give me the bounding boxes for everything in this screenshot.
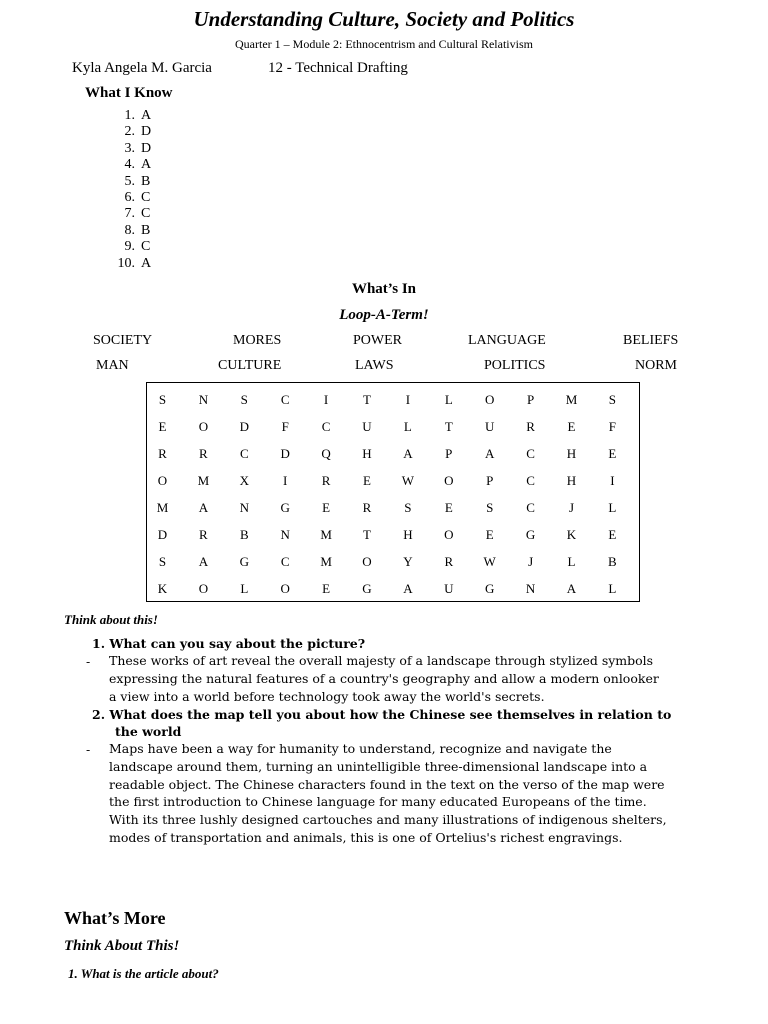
word-search-grid bbox=[146, 382, 640, 602]
grid-row bbox=[147, 440, 639, 467]
grid-letter: T bbox=[363, 527, 371, 542]
term: MORES bbox=[233, 333, 282, 348]
grid-row bbox=[147, 494, 639, 521]
answer-line: modes of transportation and animals, this is one of Ortelius's richest engravings. bbox=[109, 830, 623, 845]
answer-item bbox=[113, 223, 151, 239]
grid-letter: S bbox=[486, 500, 494, 515]
grid-letter: D bbox=[157, 527, 168, 542]
answer-letter: B bbox=[141, 222, 151, 238]
grid-letter: A bbox=[198, 500, 209, 515]
grid-letter: E bbox=[608, 527, 617, 542]
grid-letter: O bbox=[444, 527, 454, 542]
answer-line: a view into a world before technology took away the world's secrets. bbox=[109, 688, 545, 704]
grid-letter: G bbox=[362, 581, 372, 596]
answer-letter: C bbox=[141, 206, 151, 222]
answer-line: expressing the natural features of a country's geography and allow a modern onlooker bbox=[109, 670, 659, 686]
grid-letter: E bbox=[567, 419, 576, 434]
whats-in-subheading: Loop-A-Term! bbox=[339, 307, 429, 323]
answer-number: 9. bbox=[124, 239, 135, 255]
grid-letter: S bbox=[158, 554, 167, 569]
answer-number: 8. bbox=[124, 222, 135, 238]
question-1: 1. What can you say about the picture? bbox=[92, 636, 366, 651]
grid-letter: E bbox=[322, 581, 331, 596]
whats-in-heading: What’s In bbox=[351, 281, 417, 297]
document-subtitle: Quarter 1 – Module 2: Ethnocentrism and Cultural Relativism bbox=[235, 37, 533, 51]
grid-letter: O bbox=[198, 419, 209, 434]
grid-letter: G bbox=[484, 581, 495, 596]
grid-letter: C bbox=[280, 392, 290, 407]
grid-letter: R bbox=[199, 446, 208, 461]
grid-letter: I bbox=[283, 473, 288, 488]
answer-line: With its three lushly designed cartouches and many illustrations of indigenous shelters, bbox=[109, 812, 667, 828]
grid-letter: R bbox=[158, 446, 167, 461]
answer-number: 6. bbox=[124, 189, 135, 205]
grid-letter: I bbox=[610, 473, 615, 488]
answer-line: These works of art reveal the overall majesty of a landscape through stylized symbols bbox=[109, 653, 654, 668]
grid-letter: E bbox=[158, 419, 167, 434]
grid-letter: L bbox=[608, 581, 617, 596]
grid-letter: H bbox=[362, 446, 372, 461]
student-name: Kyla Angela M. Garcia bbox=[72, 60, 212, 76]
grid-letter: M bbox=[320, 554, 332, 569]
grid-letter: F bbox=[281, 419, 289, 434]
term: POWER bbox=[353, 333, 402, 348]
grid-row bbox=[147, 548, 639, 575]
answer-number: 1. bbox=[124, 108, 135, 123]
term: SOCIETY bbox=[93, 333, 153, 348]
grid-letter: P bbox=[526, 392, 535, 407]
answer-number: 7. bbox=[124, 206, 135, 222]
grid-letter: I bbox=[405, 392, 411, 407]
grid-letter: O bbox=[484, 392, 495, 407]
grid-letter: L bbox=[567, 554, 576, 569]
answer-1-bullet: - bbox=[86, 654, 91, 669]
term: POLITICS bbox=[484, 358, 546, 373]
grid-letter: A bbox=[403, 581, 413, 596]
answer-line: the first introduction to Chinese language for many educated Europeans of the time. bbox=[109, 794, 647, 810]
grid-letter: O bbox=[444, 473, 454, 488]
grid-letter: K bbox=[157, 581, 168, 596]
grid-letter: L bbox=[444, 392, 453, 407]
answer-item bbox=[113, 108, 151, 124]
grid-letter: J bbox=[528, 554, 534, 569]
grid-letter: U bbox=[444, 581, 454, 596]
grid-letter: A bbox=[198, 554, 209, 569]
grid-letter: E bbox=[322, 500, 331, 515]
grid-letter: O bbox=[198, 581, 209, 596]
grid-letter: C bbox=[280, 554, 290, 569]
whats-more-heading: What’s More bbox=[64, 908, 166, 928]
grid-letter: B bbox=[239, 527, 249, 542]
answer-letter: D bbox=[141, 124, 152, 140]
answer-item bbox=[113, 190, 151, 206]
grid-letter: M bbox=[565, 392, 578, 407]
whats-more-question-1: 1. What is the article about? bbox=[68, 966, 219, 981]
answer-number: 3. bbox=[124, 140, 135, 156]
grid-letter: O bbox=[362, 554, 372, 569]
grid-letter: R bbox=[526, 419, 535, 434]
term: BELIEFS bbox=[623, 333, 679, 348]
answer-letter: B bbox=[141, 173, 151, 189]
grid-letter: J bbox=[568, 500, 575, 515]
answer-item bbox=[113, 206, 151, 222]
answer-letter: C bbox=[141, 189, 151, 205]
document-title: Understanding Culture, Society and Politics bbox=[193, 7, 575, 31]
grid-row bbox=[147, 521, 639, 548]
grid-letter: H bbox=[566, 446, 577, 461]
what-i-know-heading: What I Know bbox=[85, 85, 173, 101]
grid-letter: R bbox=[199, 527, 208, 542]
grid-letter: E bbox=[608, 446, 617, 461]
grid-letter: C bbox=[526, 473, 535, 488]
grid-row bbox=[147, 413, 639, 440]
grid-row bbox=[147, 575, 639, 602]
answer-letter: C bbox=[141, 239, 151, 255]
grid-letter: L bbox=[608, 500, 617, 515]
term: LAWS bbox=[355, 358, 394, 373]
grid-letter: U bbox=[484, 419, 495, 434]
grid-letter: T bbox=[444, 419, 453, 434]
grid-letter: O bbox=[157, 473, 168, 488]
grid-letter: R bbox=[362, 500, 372, 515]
term: MAN bbox=[96, 358, 129, 373]
grid-letter: W bbox=[401, 473, 415, 488]
grid-letter: H bbox=[566, 473, 577, 488]
grid-letter: D bbox=[280, 446, 290, 461]
grid-letter: T bbox=[363, 392, 371, 407]
grid-letter: R bbox=[321, 473, 331, 488]
grid-letter: C bbox=[321, 419, 331, 434]
grid-letter: H bbox=[403, 527, 413, 542]
whats-more-subheading: Think About This! bbox=[64, 938, 180, 954]
answer-line: Maps have been a way for humanity to understand, recognize and navigate the bbox=[109, 741, 612, 756]
answer-number: 5. bbox=[124, 173, 135, 189]
answer-item bbox=[113, 256, 151, 272]
student-section: 12 - Technical Drafting bbox=[268, 60, 408, 76]
term: LANGUAGE bbox=[468, 333, 546, 348]
answer-line: landscape around them, turning an unintelligible three-dimensional landscape into a bbox=[109, 758, 648, 774]
grid-letter: E bbox=[444, 500, 453, 515]
answer-letter: A bbox=[141, 108, 152, 123]
grid-letter: N bbox=[280, 527, 290, 542]
grid-letter: S bbox=[608, 392, 616, 407]
grid-letter: O bbox=[280, 581, 290, 596]
grid-letter: C bbox=[526, 446, 535, 461]
grid-letter: E bbox=[485, 527, 494, 542]
grid-letter: L bbox=[403, 419, 412, 434]
grid-letter: Y bbox=[403, 554, 413, 569]
answer-letter: A bbox=[141, 157, 152, 173]
grid-letter: C bbox=[526, 500, 535, 515]
answer-item bbox=[113, 174, 151, 190]
answer-letter: A bbox=[141, 255, 152, 271]
term: NORM bbox=[635, 358, 678, 373]
grid-letter: N bbox=[525, 581, 536, 596]
answer-number: 10. bbox=[117, 255, 135, 271]
grid-letter: L bbox=[240, 581, 249, 596]
grid-letter: A bbox=[484, 446, 495, 461]
question-2-line-2: the world bbox=[115, 724, 182, 739]
grid-letter: I bbox=[323, 392, 329, 407]
term: CULTURE bbox=[218, 358, 282, 373]
answer-list bbox=[113, 108, 151, 272]
grid-letter: G bbox=[525, 527, 536, 542]
grid-letter: A bbox=[566, 581, 577, 596]
grid-letter: G bbox=[239, 554, 249, 569]
answer-line: readable object. The Chinese characters found in the text on the verso of the map were bbox=[109, 776, 665, 792]
grid-row bbox=[147, 386, 639, 413]
answer-item bbox=[113, 141, 151, 157]
grid-letter: P bbox=[486, 473, 494, 488]
grid-letter: M bbox=[156, 500, 169, 515]
grid-letter: F bbox=[608, 419, 616, 434]
grid-letter: N bbox=[198, 392, 209, 407]
answer-letter: D bbox=[141, 140, 152, 156]
grid-letter: P bbox=[445, 446, 453, 461]
grid-letter: B bbox=[608, 554, 617, 569]
grid-letter: Q bbox=[321, 446, 331, 461]
grid-letter: R bbox=[444, 554, 454, 569]
grid-letter: S bbox=[404, 500, 412, 515]
answer-2-bullet: - bbox=[86, 742, 91, 757]
answer-item bbox=[113, 157, 151, 173]
question-2-line-1: 2. What does the map tell you about how the Chinese see themselves in relation to bbox=[92, 707, 672, 722]
grid-letter: M bbox=[320, 527, 332, 542]
grid-letter: U bbox=[362, 419, 372, 434]
answer-number: 4. bbox=[124, 157, 135, 173]
grid-letter: N bbox=[239, 500, 249, 515]
grid-letter: K bbox=[566, 527, 577, 542]
grid-letter: S bbox=[158, 392, 167, 407]
grid-letter: C bbox=[239, 446, 249, 461]
answer-item bbox=[113, 124, 151, 140]
grid-letter: S bbox=[240, 392, 248, 407]
answer-item bbox=[113, 239, 151, 255]
grid-letter: D bbox=[239, 419, 249, 434]
grid-letter: E bbox=[363, 473, 371, 488]
grid-row bbox=[147, 467, 639, 494]
answer-number: 2. bbox=[124, 124, 135, 140]
grid-letter: A bbox=[403, 446, 413, 461]
grid-letter: W bbox=[483, 554, 496, 569]
grid-letter: G bbox=[280, 500, 290, 515]
grid-letter: M bbox=[197, 473, 210, 488]
think-about-heading: Think about this! bbox=[64, 612, 158, 627]
grid-letter: X bbox=[239, 473, 249, 488]
